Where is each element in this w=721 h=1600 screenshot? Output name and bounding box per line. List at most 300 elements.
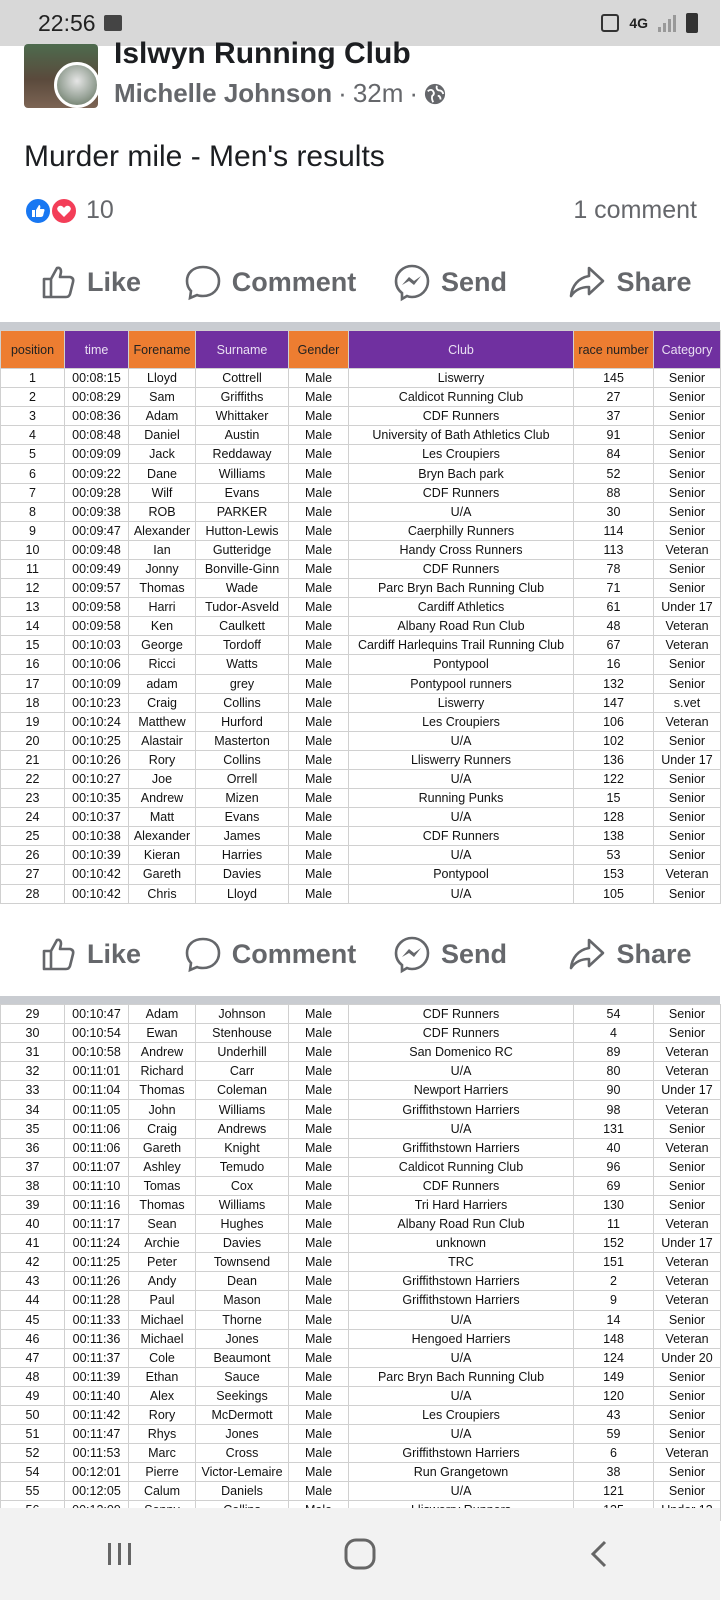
table-cell: Watts bbox=[196, 655, 289, 674]
table-row bbox=[1, 579, 721, 598]
table-cell: 89 bbox=[574, 1043, 654, 1062]
table-cell: 44 bbox=[1, 1291, 65, 1310]
table-cell: Ricci bbox=[129, 655, 196, 674]
table-cell: 9 bbox=[1, 521, 65, 540]
table-cell: 78 bbox=[574, 559, 654, 578]
table-cell: Male bbox=[289, 483, 349, 502]
table-cell: Bonville-Ginn bbox=[196, 559, 289, 578]
table-cell: 00:08:15 bbox=[65, 369, 129, 388]
table-cell: Alastair bbox=[129, 731, 196, 750]
comment-button[interactable] bbox=[180, 935, 360, 973]
table-cell: Rhys bbox=[129, 1425, 196, 1444]
table-cell: 00:11:40 bbox=[65, 1386, 129, 1405]
table-row bbox=[1, 1119, 721, 1138]
table-cell: 00:10:35 bbox=[65, 789, 129, 808]
signal-icon bbox=[658, 14, 676, 32]
table-cell: Collins bbox=[196, 693, 289, 712]
like-label: Like bbox=[86, 266, 142, 297]
table-cell: 48 bbox=[1, 1367, 65, 1386]
reaction-count: 10 bbox=[86, 196, 114, 224]
table-cell: 26 bbox=[1, 846, 65, 865]
table-cell: Griffithstown Harriers bbox=[349, 1444, 574, 1463]
send-label: Send bbox=[440, 266, 507, 297]
table-cell: Mason bbox=[196, 1291, 289, 1310]
table-cell: Male bbox=[289, 369, 349, 388]
post-action-bar bbox=[0, 924, 720, 984]
table-cell: Coleman bbox=[196, 1081, 289, 1100]
table-cell: Male bbox=[289, 540, 349, 559]
table-cell: 67 bbox=[574, 636, 654, 655]
table-cell: Male bbox=[289, 1062, 349, 1081]
table-cell: 00:08:29 bbox=[65, 388, 129, 407]
table-cell: 88 bbox=[574, 483, 654, 502]
table-cell: Male bbox=[289, 1100, 349, 1119]
table-cell: Harri bbox=[129, 598, 196, 617]
table-cell: Running Punks bbox=[349, 789, 574, 808]
table-cell: 37 bbox=[1, 1157, 65, 1176]
table-cell: 00:09:47 bbox=[65, 521, 129, 540]
results-sheet-image-1[interactable] bbox=[0, 330, 720, 910]
table-cell: 32 bbox=[1, 1062, 65, 1081]
table-cell: 15 bbox=[1, 636, 65, 655]
table-row bbox=[1, 1425, 721, 1444]
table-cell: Male bbox=[289, 445, 349, 464]
table-cell: U/A bbox=[349, 1386, 574, 1405]
table-cell: Alexander bbox=[129, 827, 196, 846]
table-cell: Williams bbox=[196, 1100, 289, 1119]
table-cell: 96 bbox=[574, 1157, 654, 1176]
table-cell: Under 17 bbox=[654, 1234, 721, 1253]
column-header: Forename bbox=[129, 331, 196, 369]
table-cell: 2 bbox=[574, 1272, 654, 1291]
table-cell: Sean bbox=[129, 1215, 196, 1234]
table-cell: Sauce bbox=[196, 1367, 289, 1386]
table-cell: Male bbox=[289, 1138, 349, 1157]
table-cell: 50 bbox=[1, 1405, 65, 1424]
table-cell: 47 bbox=[1, 1348, 65, 1367]
table-cell: 00:11:47 bbox=[65, 1425, 129, 1444]
table-cell: Male bbox=[289, 1367, 349, 1386]
table-cell: Pontypool bbox=[349, 655, 574, 674]
share-button[interactable] bbox=[540, 935, 720, 973]
send-button[interactable] bbox=[360, 935, 540, 973]
results-table-2 bbox=[0, 1004, 721, 1521]
table-cell: 00:10:42 bbox=[65, 865, 129, 884]
table-cell: Marc bbox=[129, 1444, 196, 1463]
table-cell: Calum bbox=[129, 1482, 196, 1501]
table-cell: Senior bbox=[654, 579, 721, 598]
table-cell: 00:11:53 bbox=[65, 1444, 129, 1463]
table-cell: 00:10:09 bbox=[65, 674, 129, 693]
like-reaction-icon bbox=[24, 197, 52, 225]
table-row bbox=[1, 1482, 721, 1501]
table-cell: Masterton bbox=[196, 731, 289, 750]
table-cell: 61 bbox=[574, 598, 654, 617]
table-cell: Caulkett bbox=[196, 617, 289, 636]
table-row bbox=[1, 1138, 721, 1157]
table-cell: 00:10:54 bbox=[65, 1024, 129, 1043]
table-cell: Gareth bbox=[129, 865, 196, 884]
table-cell: San Domenico RC bbox=[349, 1043, 574, 1062]
table-cell: Senior bbox=[654, 846, 721, 865]
table-cell: Harries bbox=[196, 846, 289, 865]
send-button[interactable] bbox=[360, 263, 540, 301]
table-cell: 00:11:28 bbox=[65, 1291, 129, 1310]
group-name[interactable]: Islwyn Running Club bbox=[114, 37, 411, 70]
table-cell: 14 bbox=[574, 1310, 654, 1329]
table-cell: 106 bbox=[574, 712, 654, 731]
table-cell: Male bbox=[289, 426, 349, 445]
table-cell: Veteran bbox=[654, 1100, 721, 1119]
table-cell: Carr bbox=[196, 1062, 289, 1081]
table-cell: Evans bbox=[196, 808, 289, 827]
table-cell: 80 bbox=[574, 1062, 654, 1081]
table-cell: 131 bbox=[574, 1119, 654, 1138]
table-row bbox=[1, 636, 721, 655]
table-cell: Liswerry bbox=[349, 369, 574, 388]
recent-apps-button[interactable] bbox=[90, 1524, 150, 1584]
share-button[interactable] bbox=[540, 263, 720, 301]
section-divider bbox=[0, 996, 720, 1004]
table-cell: 38 bbox=[574, 1463, 654, 1482]
table-row bbox=[1, 1386, 721, 1405]
table-cell: 21 bbox=[1, 750, 65, 769]
table-row bbox=[1, 445, 721, 464]
table-cell: 30 bbox=[574, 502, 654, 521]
table-cell: Male bbox=[289, 789, 349, 808]
table-cell: Wade bbox=[196, 579, 289, 598]
back-button[interactable] bbox=[570, 1524, 630, 1584]
table-cell: 4 bbox=[1, 426, 65, 445]
table-cell: Male bbox=[289, 1444, 349, 1463]
table-cell: 90 bbox=[574, 1081, 654, 1100]
table-cell: 54 bbox=[574, 1005, 654, 1024]
table-cell: 00:11:39 bbox=[65, 1367, 129, 1386]
column-header: Club bbox=[349, 331, 574, 369]
table-cell: U/A bbox=[349, 846, 574, 865]
table-cell: Male bbox=[289, 712, 349, 731]
table-cell: Davies bbox=[196, 865, 289, 884]
table-cell: Jones bbox=[196, 1329, 289, 1348]
table-cell: Senior bbox=[654, 655, 721, 674]
table-cell: Male bbox=[289, 502, 349, 521]
table-cell: 00:10:25 bbox=[65, 731, 129, 750]
table-row bbox=[1, 617, 721, 636]
table-cell: U/A bbox=[349, 731, 574, 750]
reactions-summary[interactable] bbox=[24, 196, 114, 225]
table-cell: Dean bbox=[196, 1272, 289, 1291]
table-cell: 91 bbox=[574, 426, 654, 445]
table-cell: Male bbox=[289, 1157, 349, 1176]
table-cell: 41 bbox=[1, 1234, 65, 1253]
table-cell: Adam bbox=[129, 1005, 196, 1024]
table-cell: 52 bbox=[574, 464, 654, 483]
table-cell: 148 bbox=[574, 1329, 654, 1348]
table-cell: Johnson bbox=[196, 1005, 289, 1024]
table-cell: Senior bbox=[654, 1024, 721, 1043]
post-age[interactable]: 32m bbox=[352, 78, 404, 108]
table-row bbox=[1, 598, 721, 617]
table-cell: 00:11:24 bbox=[65, 1234, 129, 1253]
table-row bbox=[1, 1024, 721, 1043]
comment-button[interactable] bbox=[180, 263, 360, 301]
table-cell: 00:11:25 bbox=[65, 1253, 129, 1272]
table-cell: 138 bbox=[574, 827, 654, 846]
table-cell: Senior bbox=[654, 1119, 721, 1138]
table-cell: Male bbox=[289, 865, 349, 884]
column-header: Surname bbox=[196, 331, 289, 369]
table-row bbox=[1, 1405, 721, 1424]
table-cell: Albany Road Run Club bbox=[349, 617, 574, 636]
table-cell: 121 bbox=[574, 1482, 654, 1501]
table-cell: Andy bbox=[129, 1272, 196, 1291]
home-icon bbox=[343, 1537, 377, 1571]
table-cell: Griffiths bbox=[196, 388, 289, 407]
like-button[interactable] bbox=[0, 935, 180, 973]
table-cell: U/A bbox=[349, 1119, 574, 1138]
table-row bbox=[1, 407, 721, 426]
table-cell: 00:11:07 bbox=[65, 1157, 129, 1176]
table-cell: 11 bbox=[1, 559, 65, 578]
table-cell: 00:11:26 bbox=[65, 1272, 129, 1291]
table-cell: 33 bbox=[1, 1081, 65, 1100]
table-cell: Griffithstown Harriers bbox=[349, 1100, 574, 1119]
table-cell: Male bbox=[289, 598, 349, 617]
table-cell: Cox bbox=[196, 1176, 289, 1195]
table-cell: McDermott bbox=[196, 1405, 289, 1424]
table-cell: Senior bbox=[654, 789, 721, 808]
table-cell: Male bbox=[289, 750, 349, 769]
table-row bbox=[1, 884, 721, 903]
table-cell: 42 bbox=[1, 1253, 65, 1272]
table-cell: Male bbox=[289, 731, 349, 750]
table-cell: 113 bbox=[574, 540, 654, 559]
table-cell: Male bbox=[289, 1291, 349, 1310]
table-cell: 147 bbox=[574, 693, 654, 712]
comment-bubble-icon bbox=[184, 935, 222, 973]
table-cell: Senior bbox=[654, 1425, 721, 1444]
home-button[interactable] bbox=[330, 1524, 390, 1584]
results-sheet-image-2[interactable] bbox=[0, 1004, 720, 1508]
table-cell: TRC bbox=[349, 1253, 574, 1272]
table-cell: 4 bbox=[574, 1024, 654, 1043]
table-cell: 30 bbox=[1, 1024, 65, 1043]
table-row bbox=[1, 750, 721, 769]
table-cell: Gutteridge bbox=[196, 540, 289, 559]
table-cell: 69 bbox=[574, 1176, 654, 1195]
table-cell: Archie bbox=[129, 1234, 196, 1253]
table-cell: 40 bbox=[1, 1215, 65, 1234]
like-button[interactable] bbox=[0, 263, 180, 301]
table-cell: Davies bbox=[196, 1234, 289, 1253]
author-name[interactable]: Michelle Johnson bbox=[114, 78, 333, 108]
table-cell: 132 bbox=[574, 674, 654, 693]
table-cell: University of Bath Athletics Club bbox=[349, 426, 574, 445]
table-cell: Veteran bbox=[654, 1253, 721, 1272]
table-row bbox=[1, 769, 721, 788]
table-cell: U/A bbox=[349, 1348, 574, 1367]
table-cell: ROB bbox=[129, 502, 196, 521]
recent-apps-icon bbox=[105, 1539, 135, 1569]
table-cell: adam bbox=[129, 674, 196, 693]
table-cell: CDF Runners bbox=[349, 1024, 574, 1043]
share-arrow-icon bbox=[568, 935, 606, 973]
table-cell: Rory bbox=[129, 1405, 196, 1424]
table-cell: 00:10:38 bbox=[65, 827, 129, 846]
table-cell: Under 17 bbox=[654, 1081, 721, 1100]
table-cell: 00:11:05 bbox=[65, 1100, 129, 1119]
table-cell: Andrew bbox=[129, 789, 196, 808]
alarm-icon bbox=[601, 14, 619, 32]
table-row bbox=[1, 1291, 721, 1310]
table-cell: Senior bbox=[654, 674, 721, 693]
table-cell: Male bbox=[289, 579, 349, 598]
table-cell: Williams bbox=[196, 1195, 289, 1214]
table-cell: 00:11:33 bbox=[65, 1310, 129, 1329]
table-cell: 00:08:36 bbox=[65, 407, 129, 426]
table-cell: 00:10:58 bbox=[65, 1043, 129, 1062]
table-cell: Temudo bbox=[196, 1157, 289, 1176]
table-cell: Craig bbox=[129, 693, 196, 712]
table-row bbox=[1, 1367, 721, 1386]
table-row bbox=[1, 693, 721, 712]
table-cell: Beaumont bbox=[196, 1348, 289, 1367]
table-cell: 31 bbox=[1, 1043, 65, 1062]
table-cell: PARKER bbox=[196, 502, 289, 521]
author-avatar[interactable] bbox=[54, 62, 100, 108]
table-cell: 153 bbox=[574, 865, 654, 884]
table-cell: 7 bbox=[1, 483, 65, 502]
comment-label: Comment bbox=[231, 938, 357, 969]
table-cell: Ethan bbox=[129, 1367, 196, 1386]
table-cell: Cole bbox=[129, 1348, 196, 1367]
table-cell: U/A bbox=[349, 1425, 574, 1444]
table-cell: Thomas bbox=[129, 579, 196, 598]
table-cell: 00:09:57 bbox=[65, 579, 129, 598]
table-cell: Pierre bbox=[129, 1463, 196, 1482]
table-cell: Senior bbox=[654, 1463, 721, 1482]
table-cell: 00:11:17 bbox=[65, 1215, 129, 1234]
network-type: 4G bbox=[629, 15, 648, 31]
table-cell: Male bbox=[289, 617, 349, 636]
table-cell: Senior bbox=[654, 731, 721, 750]
share-label: Share bbox=[616, 938, 692, 969]
table-cell: Veteran bbox=[654, 1215, 721, 1234]
table-cell: Matt bbox=[129, 808, 196, 827]
table-cell: Senior bbox=[654, 769, 721, 788]
table-row bbox=[1, 369, 721, 388]
table-row bbox=[1, 1005, 721, 1024]
table-cell: 40 bbox=[574, 1138, 654, 1157]
table-cell: 114 bbox=[574, 521, 654, 540]
post-action-bar bbox=[0, 252, 720, 312]
table-cell: Knight bbox=[196, 1138, 289, 1157]
table-cell: U/A bbox=[349, 769, 574, 788]
table-cell: James bbox=[196, 827, 289, 846]
table-row bbox=[1, 1176, 721, 1195]
table-row bbox=[1, 731, 721, 750]
table-cell: Male bbox=[289, 1234, 349, 1253]
column-header: time bbox=[65, 331, 129, 369]
table-cell: Male bbox=[289, 1348, 349, 1367]
table-cell: 00:10:03 bbox=[65, 636, 129, 655]
table-cell: Cardiff Harlequins Trail Running Club bbox=[349, 636, 574, 655]
table-cell: Caldicot Running Club bbox=[349, 1157, 574, 1176]
table-row bbox=[1, 1215, 721, 1234]
table-cell: 48 bbox=[574, 617, 654, 636]
table-cell: 00:09:49 bbox=[65, 559, 129, 578]
table-cell: 3 bbox=[1, 407, 65, 426]
table-cell: Veteran bbox=[654, 865, 721, 884]
table-cell: Veteran bbox=[654, 617, 721, 636]
table-cell: 43 bbox=[574, 1405, 654, 1424]
table-cell: Albany Road Run Club bbox=[349, 1215, 574, 1234]
comment-count[interactable]: 1 comment bbox=[573, 196, 697, 224]
table-cell: Newport Harriers bbox=[349, 1081, 574, 1100]
table-cell: 124 bbox=[574, 1348, 654, 1367]
table-row bbox=[1, 789, 721, 808]
table-cell: Daniel bbox=[129, 426, 196, 445]
table-cell: Hughes bbox=[196, 1215, 289, 1234]
table-cell: U/A bbox=[349, 1482, 574, 1501]
table-cell: 98 bbox=[574, 1100, 654, 1119]
table-row bbox=[1, 808, 721, 827]
table-cell: 17 bbox=[1, 674, 65, 693]
table-cell: 145 bbox=[574, 369, 654, 388]
table-cell: Male bbox=[289, 1043, 349, 1062]
table-cell: U/A bbox=[349, 1310, 574, 1329]
table-cell: 29 bbox=[1, 1005, 65, 1024]
table-cell: Senior bbox=[654, 884, 721, 903]
table-cell: Male bbox=[289, 1024, 349, 1043]
table-row bbox=[1, 674, 721, 693]
table-cell: Under 17 bbox=[654, 750, 721, 769]
table-cell: 00:10:37 bbox=[65, 808, 129, 827]
table-cell: Paul bbox=[129, 1291, 196, 1310]
table-cell: Male bbox=[289, 1176, 349, 1195]
table-cell: Male bbox=[289, 559, 349, 578]
table-cell: George bbox=[129, 636, 196, 655]
table-cell: 00:11:10 bbox=[65, 1176, 129, 1195]
table-row bbox=[1, 1157, 721, 1176]
table-cell: 39 bbox=[1, 1195, 65, 1214]
table-row bbox=[1, 846, 721, 865]
table-cell: Ashley bbox=[129, 1157, 196, 1176]
table-cell: Cottrell bbox=[196, 369, 289, 388]
share-label: Share bbox=[616, 266, 692, 297]
table-cell: Whittaker bbox=[196, 407, 289, 426]
table-cell: Senior bbox=[654, 388, 721, 407]
table-cell: Les Croupiers bbox=[349, 712, 574, 731]
table-cell: Pontypool runners bbox=[349, 674, 574, 693]
table-row bbox=[1, 827, 721, 846]
table-cell: Adam bbox=[129, 407, 196, 426]
table-cell: Tomas bbox=[129, 1176, 196, 1195]
status-time: 22:56 bbox=[38, 9, 96, 36]
table-cell: Senior bbox=[654, 369, 721, 388]
section-divider bbox=[0, 322, 720, 330]
table-cell: 00:09:48 bbox=[65, 540, 129, 559]
table-cell: 151 bbox=[574, 1253, 654, 1272]
table-cell: Griffithstown Harriers bbox=[349, 1272, 574, 1291]
table-cell: 00:09:58 bbox=[65, 617, 129, 636]
table-cell: Richard bbox=[129, 1062, 196, 1081]
system-nav-bar bbox=[0, 1508, 720, 1600]
table-cell: 00:10:42 bbox=[65, 884, 129, 903]
messenger-icon bbox=[393, 935, 431, 973]
table-cell: Jones bbox=[196, 1425, 289, 1444]
table-cell: 00:10:24 bbox=[65, 712, 129, 731]
